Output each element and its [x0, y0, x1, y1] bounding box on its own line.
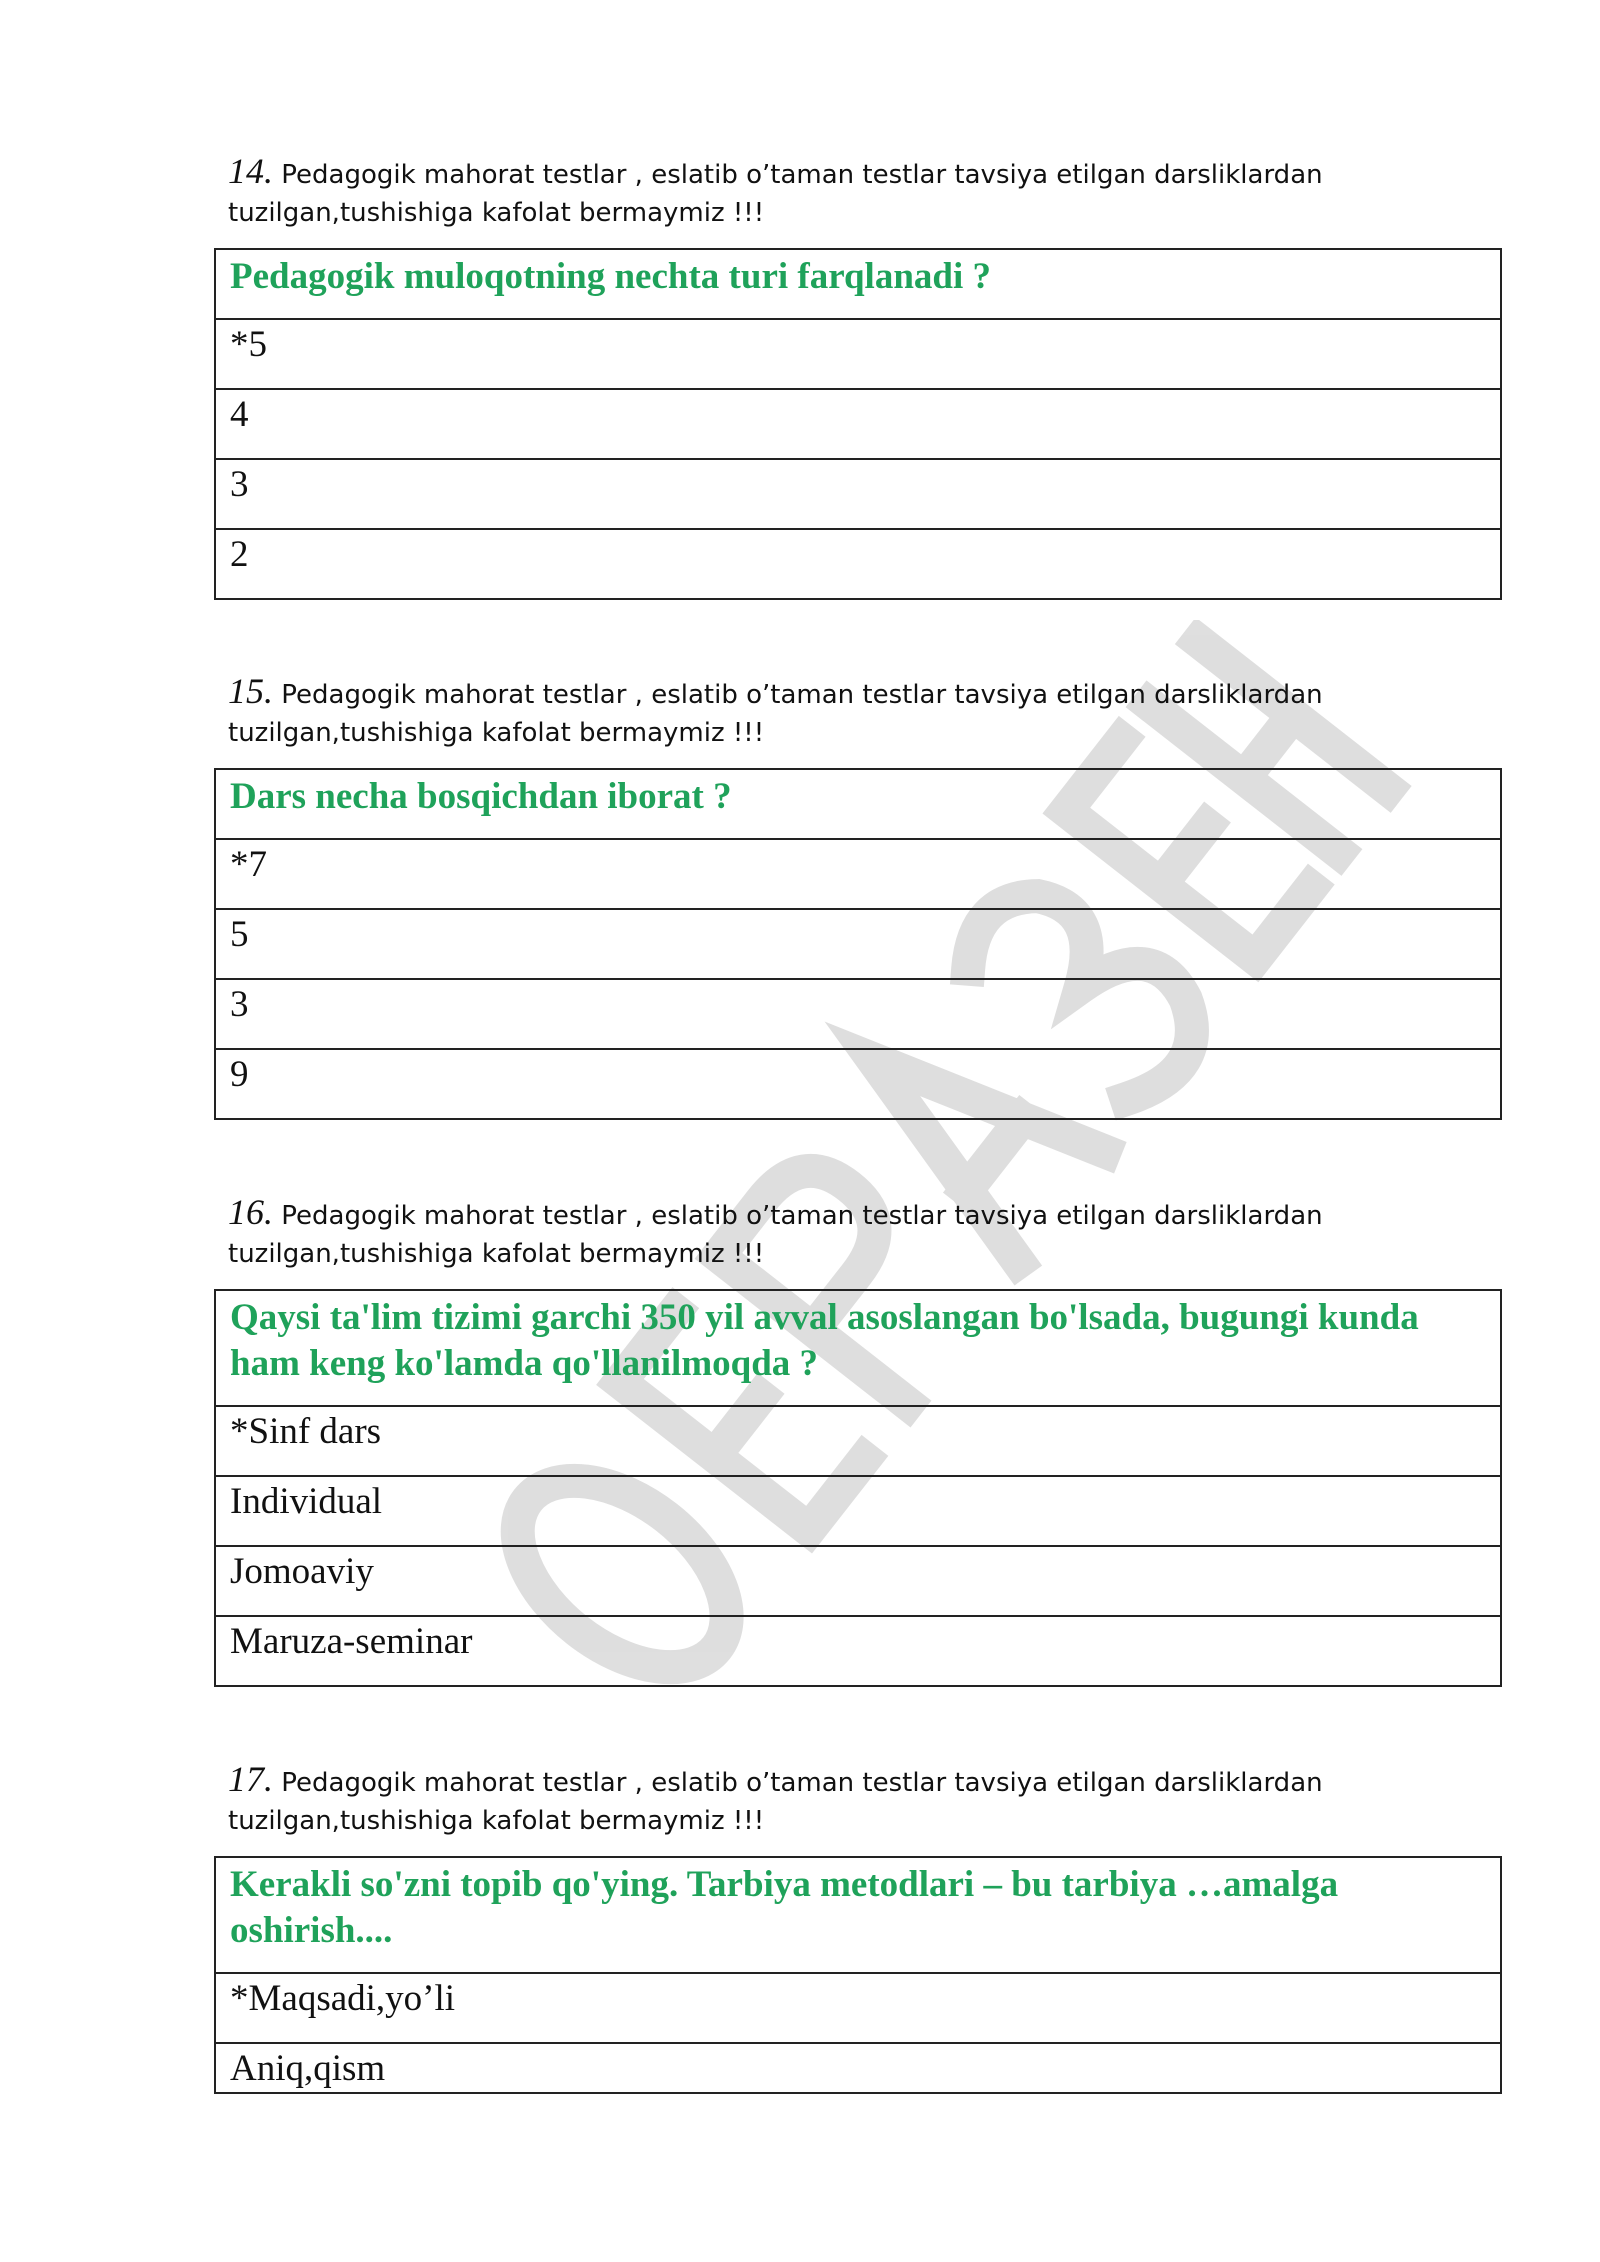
intro-text: Pedagogik mahorat testlar , eslatib o’taman testlar tavsiya etilgan darsliklardan tuzilgan,tushishiga kafolat bermaymiz !!! — [228, 680, 1323, 748]
question-text: Qaysi ta'lim tizimi garchi 350 yil avval asoslangan bo'lsada, bugungi kunda ham keng ko'lamda qo'llanilmoqda ? — [215, 1290, 1501, 1406]
answer-option: *7 — [215, 839, 1501, 909]
question-intro — [228, 1193, 1508, 1273]
answer-option: 5 — [215, 909, 1501, 979]
answer-option: *Maqsadi,yo’li — [215, 1973, 1501, 2043]
answer-option: Aniq,qism — [215, 2043, 1501, 2093]
answer-option: Jomoaviy — [215, 1546, 1501, 1616]
question-table — [214, 1289, 1502, 1687]
question-number: 15. — [228, 671, 273, 711]
question-table — [214, 768, 1502, 1120]
intro-text: Pedagogik mahorat testlar , eslatib o’taman testlar tavsiya etilgan darsliklardan tuzilgan,tushishiga kafolat bermaymiz !!! — [228, 160, 1323, 228]
question-intro — [228, 1760, 1508, 1840]
question-block-14 — [214, 152, 1502, 600]
answer-option: Maruza-seminar — [215, 1616, 1501, 1686]
answer-option: Individual — [215, 1476, 1501, 1546]
question-number: 17. — [228, 1759, 273, 1799]
answer-option: 9 — [215, 1049, 1501, 1119]
answer-option: 3 — [215, 459, 1501, 529]
question-intro — [228, 152, 1508, 232]
intro-text: Pedagogik mahorat testlar , eslatib o’taman testlar tavsiya etilgan darsliklardan tuzilgan,tushishiga kafolat bermaymiz !!! — [228, 1201, 1323, 1269]
answer-option: 3 — [215, 979, 1501, 1049]
answer-option: *5 — [215, 319, 1501, 389]
question-text: Kerakli so'zni topib qo'ying. Tarbiya metodlari – bu tarbiya …amalga oshirish.... — [215, 1857, 1501, 1973]
question-text: Pedagogik muloqotning nechta turi farqlanadi ? — [215, 249, 1501, 319]
question-number: 14. — [228, 151, 273, 191]
question-number: 16. — [228, 1192, 273, 1232]
question-block-17 — [214, 1760, 1502, 2094]
question-block-16 — [214, 1193, 1502, 1687]
question-table — [214, 1856, 1502, 2094]
question-block-15 — [214, 672, 1502, 1120]
answer-option: 4 — [215, 389, 1501, 459]
question-text: Dars necha bosqichdan iborat ? — [215, 769, 1501, 839]
answer-option: *Sinf dars — [215, 1406, 1501, 1476]
answer-option: 2 — [215, 529, 1501, 599]
question-intro — [228, 672, 1508, 752]
intro-text: Pedagogik mahorat testlar , eslatib o’taman testlar tavsiya etilgan darsliklardan tuzilgan,tushishiga kafolat bermaymiz !!! — [228, 1768, 1323, 1836]
question-table — [214, 248, 1502, 600]
